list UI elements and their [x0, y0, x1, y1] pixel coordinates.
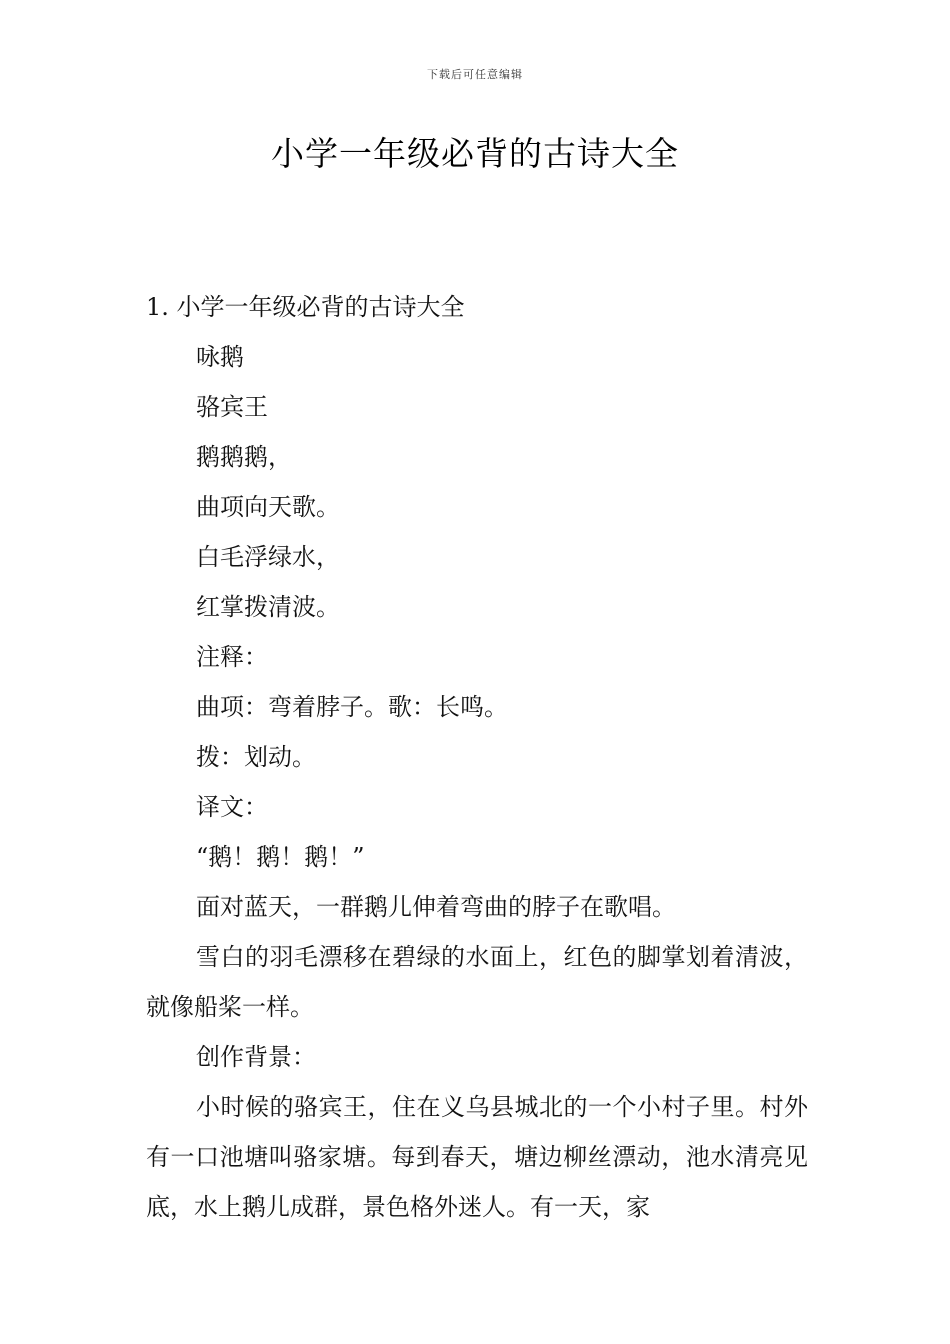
background-paragraph: 小时候的骆宾王，住在义乌县城北的一个小村子里。村外有一口池塘叫骆家塘。每到春天，塘边柳丝漂动，池水清亮见底，水上鹅儿成群，景色格外迷人。有一天，家	[146, 1093, 808, 1221]
translation-paragraph: 面对蓝天，一群鹅儿伸着弯曲的脖子在歌唱。	[196, 893, 676, 921]
translation-label: 译文：	[196, 793, 268, 821]
poem-line: 曲项向天歌。	[196, 493, 340, 521]
document-body	[146, 282, 808, 1232]
notes-label: 注释：	[196, 643, 268, 671]
poem-title: 咏鹅	[196, 343, 244, 371]
poem-line: 鹅鹅鹅，	[196, 443, 292, 471]
background-label: 创作背景：	[196, 1043, 316, 1071]
translation-paragraph: 雪白的羽毛漂移在碧绿的水面上，红色的脚掌划着清波，就像船桨一样。	[146, 943, 808, 1021]
note-item: 曲项：弯着脖子。歌：长鸣。	[196, 693, 508, 721]
poem-line: 白毛浮绿水，	[196, 543, 340, 571]
translation-paragraph: “鹅！鹅！鹅！”	[196, 843, 365, 871]
poem-author: 骆宾王	[196, 393, 268, 421]
poem-line: 红掌拨清波。	[196, 593, 340, 621]
header-note: 下载后可任意编辑	[427, 68, 523, 81]
document-title: 小学一年级必背的古诗大全	[271, 134, 679, 173]
section-heading: 1. 小学一年级必背的古诗大全	[146, 293, 465, 321]
note-item: 拨：划动。	[196, 743, 316, 771]
